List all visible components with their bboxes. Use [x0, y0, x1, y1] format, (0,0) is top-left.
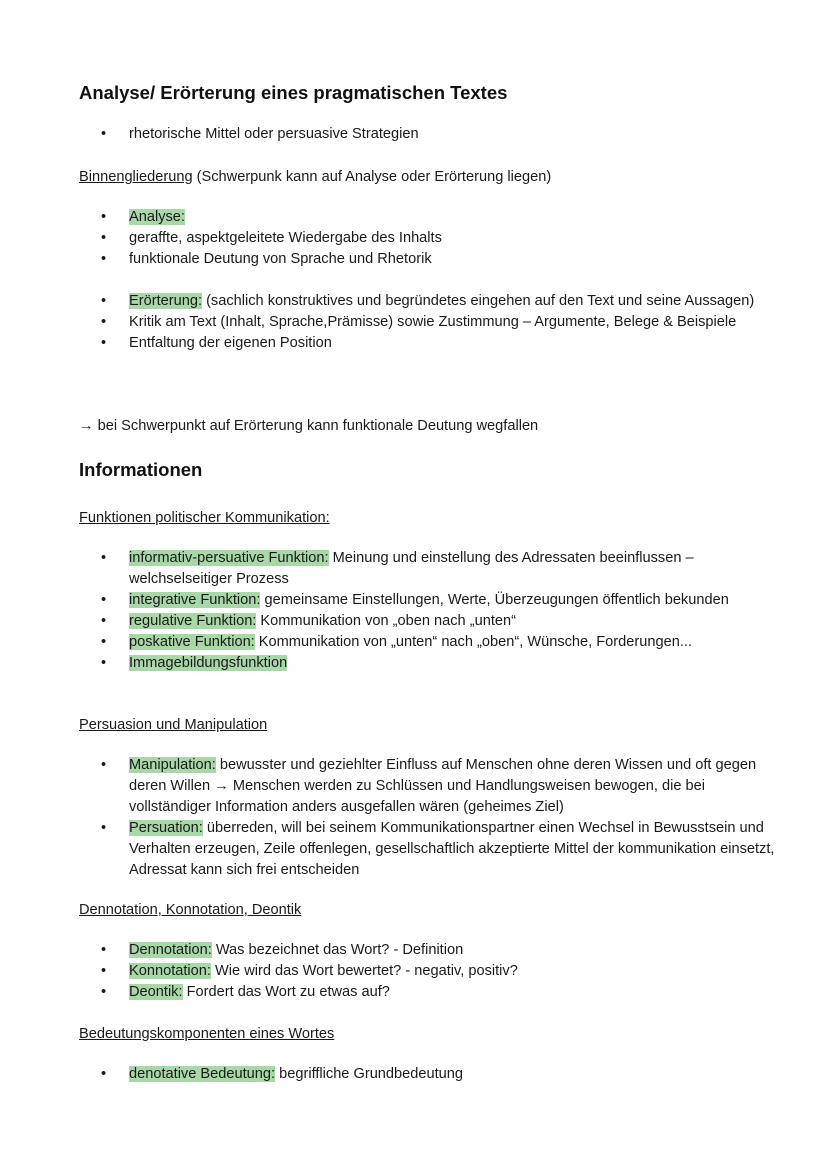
intro-list	[79, 124, 769, 145]
list-item	[79, 1064, 769, 1085]
eroerterung-term: Erörterung:	[129, 293, 203, 309]
dennotation-label: Dennotation, Konnotation, Deontik	[79, 902, 302, 918]
bedeutung-list	[79, 1064, 769, 1085]
item-desc: Wie wird das Wort bewertet? - negativ, positiv?	[210, 963, 518, 979]
item-term: integrative Funktion:	[129, 592, 261, 608]
list-item: • rhetorische Mittel oder persuasive Strategien	[79, 124, 769, 145]
item-term: Konnotation:	[129, 963, 211, 979]
list-item	[79, 548, 769, 590]
item-term: regulative Funktion:	[129, 613, 257, 629]
item-desc: Fordert das Wort zu etwas auf?	[182, 984, 390, 1000]
list-item	[79, 291, 769, 312]
list-item	[79, 755, 779, 818]
item-desc: Meinung und einstellung des Adressaten beeinflussen – welchselseitiger Prozess	[129, 550, 694, 587]
item-desc: gemeinsame Einstellungen, Werte, Überzeugungen öffentlich bekunden	[260, 592, 729, 608]
persuasion-label: Persuasion und Manipulation	[79, 717, 268, 733]
list-item	[79, 653, 769, 674]
item-term: poskative Funktion:	[129, 634, 255, 650]
list-item	[79, 982, 769, 1003]
list-item	[79, 611, 769, 632]
analyse-list	[79, 207, 769, 270]
item-term: Persuation:	[129, 820, 203, 836]
item-desc: Was bezeichnet das Wort? - Definition	[211, 942, 464, 958]
list-item	[79, 590, 769, 611]
eroerterung-desc: (sachlich konstruktives und begründetes eingehen auf den Text und seine Aussagen)	[202, 293, 755, 309]
list-item	[79, 818, 779, 881]
info-heading: Informationen	[79, 459, 203, 480]
list-item	[79, 207, 769, 228]
item-desc: überreden, will bei seinem Kommunikationspartner einen Wechsel in Bewusstsein und Verhalten erzeugen, Zeile offenlegen, gesellschaftlich akzeptierte Mittel der kommunikation einsetzt, Adressat kann sich frei entscheiden	[129, 820, 775, 878]
list-item: • Kritik am Text (Inhalt, Sprache,Prämisse) sowie Zustimmung – Argumente, Belege & Beispiele	[79, 312, 769, 333]
item-desc: begriffliche Grundbedeutung	[275, 1066, 464, 1082]
item-term: Dennotation:	[129, 942, 212, 958]
item-desc: Kommunikation von „unten“ nach „oben“, Wünsche, Forderungen...	[254, 634, 692, 650]
list-item	[79, 632, 769, 653]
list-item: • Entfaltung der eigenen Position	[79, 333, 769, 354]
document-title: Analyse/ Erörterung eines pragmatischen Textes	[79, 82, 508, 103]
binnen-heading	[79, 167, 551, 188]
item-term: Immagebildungsfunktion	[129, 655, 288, 671]
item-term: Deontik:	[129, 984, 183, 1000]
dennotation-list	[79, 940, 769, 1003]
list-item	[79, 961, 769, 982]
item-term: Manipulation:	[129, 757, 216, 773]
list-item: • geraffte, aspektgeleitete Wiedergabe des Inhalts	[79, 228, 769, 249]
item-term: denotative Bedeutung:	[129, 1066, 276, 1082]
funktionen-list	[79, 548, 769, 674]
persuasion-list	[79, 755, 779, 881]
list-item: • funktionale Deutung von Sprache und Rhetorik	[79, 249, 769, 270]
funktionen-label: Funktionen politischer Kommunikation:	[79, 510, 330, 526]
list-item	[79, 940, 769, 961]
item-term: informativ-persuative Funktion:	[129, 550, 329, 566]
eroerterung-list	[79, 291, 769, 354]
analyse-term: Analyse:	[129, 209, 185, 225]
item-desc: bewusster und geziehlter Einfluss auf Menschen ohne deren Wissen und oft gegen deren Willen → Menschen werden zu Schlüssen und Handlungsweisen bewogen, die bei vollständiger Information anders ausgefallen wären (geheimes Ziel)	[129, 757, 757, 815]
item-desc: Kommunikation von „oben nach „unten“	[256, 613, 516, 629]
binnen-note: (Schwerpunk kann auf Analyse oder Erörterung liegen)	[192, 169, 552, 185]
bedeutung-label: Bedeutungskomponenten eines Wortes	[79, 1026, 335, 1042]
arrow-note: → bei Schwerpunkt auf Erörterung kann funktionale Deutung wegfallen	[79, 418, 539, 434]
binnen-label: Binnengliederung	[79, 169, 193, 185]
